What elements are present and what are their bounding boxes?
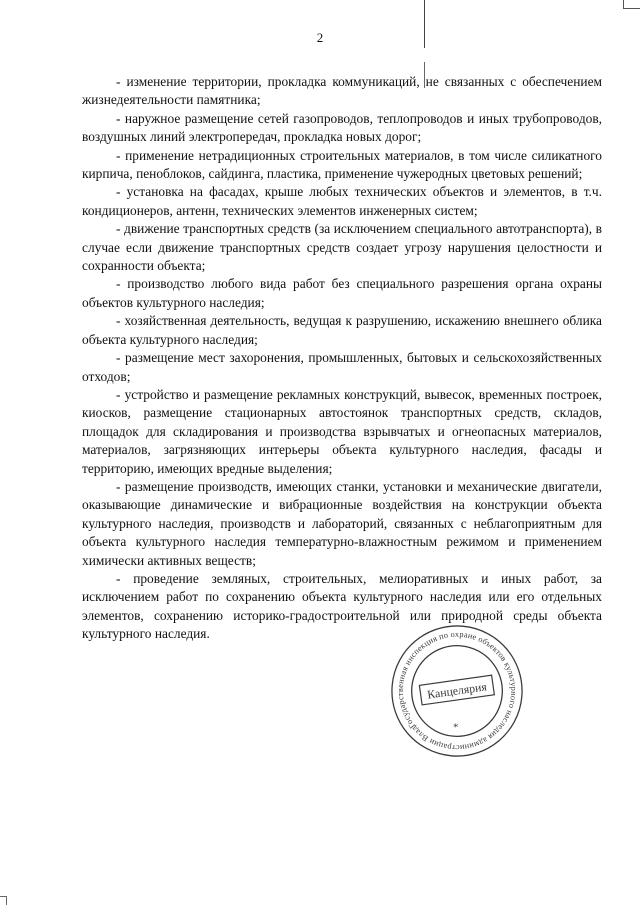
list-item: - хозяйственная деятельность, ведущая к разрушению, искажению внешнего облика объекта культурного наследия; (82, 313, 602, 347)
list-item: - производство любого вида работ без специального разрешения органа охраны объектов культурного наследия; (82, 276, 602, 310)
stamp-star: * (453, 721, 459, 734)
list-item: - размещение мест захоронения, промышленных, бытовых и сельскохозяйственных отходов; (82, 350, 602, 384)
list-item: - установка на фасадах, крыше любых технических объектов и элементов, в т.ч. кондиционеров, антенн, технических элементов инженерных систем; (82, 184, 602, 218)
list-item: - изменение территории, прокладка коммуникаций, не связанных с обеспечением жизнедеятельности памятника; (82, 74, 602, 108)
list-item: - устройство и размещение рекламных конструкций, вывесок, временных построек, киосков, размещение стационарных автостоянок транспортных средств, складов, площадок для складирования и производства взрывчатых и огнеопасных материалов, материалов, загрязняющих интерьеры объекта культурного наследия, фасады и территорию, имеющих вредные выделения; (82, 386, 602, 476)
list-item: - наружное размещение сетей газопроводов, теплопроводов и иных трубопроводов, воздушных линий электропередач, прокладка новых дорог; (82, 110, 602, 145)
page-number: 2 (316, 30, 324, 45)
list-item: - движение транспортных средств (за исключением специального автотранспорта), в случае если движение транспортных средств создает угрозу нарушения целостности и сохранности объекта; (82, 221, 602, 274)
list-item: - размещение производств, имеющих станки, установки и механические двигатели, оказывающие динамические и вибрационные воздействия на конструкции объекта культурного наследия, производств и лабораторий, связанных с неблагоприятным для объекта культурного наследия температурно-влажностным режимом и применением химически активных веществ; (82, 478, 602, 568)
stamp-center-text: Канцелярия (426, 679, 488, 702)
document-body (82, 73, 602, 644)
scan-artifact-corner (623, 0, 640, 9)
list-item: - проведение земляных, строительных, мелиоративных и иных работ, за исключением работ по сохранению объекта культурного наследия или его отдельных элементов, сохранению историко-градостроительной или природной среды объекта культурного наследия. (82, 570, 602, 642)
official-stamp (388, 622, 526, 760)
scan-artifact-corner (0, 896, 7, 905)
stamp-ring-text: Государственная инспекция по охране объектов культурного наследия администрации Владимирской (395, 629, 519, 753)
list-item: - применение нетрадиционных строительных материалов, в том числе силикатного кирпича, пеноблоков, сайдинга, пластика, применение чужеродных цветовых решений; (82, 147, 602, 182)
